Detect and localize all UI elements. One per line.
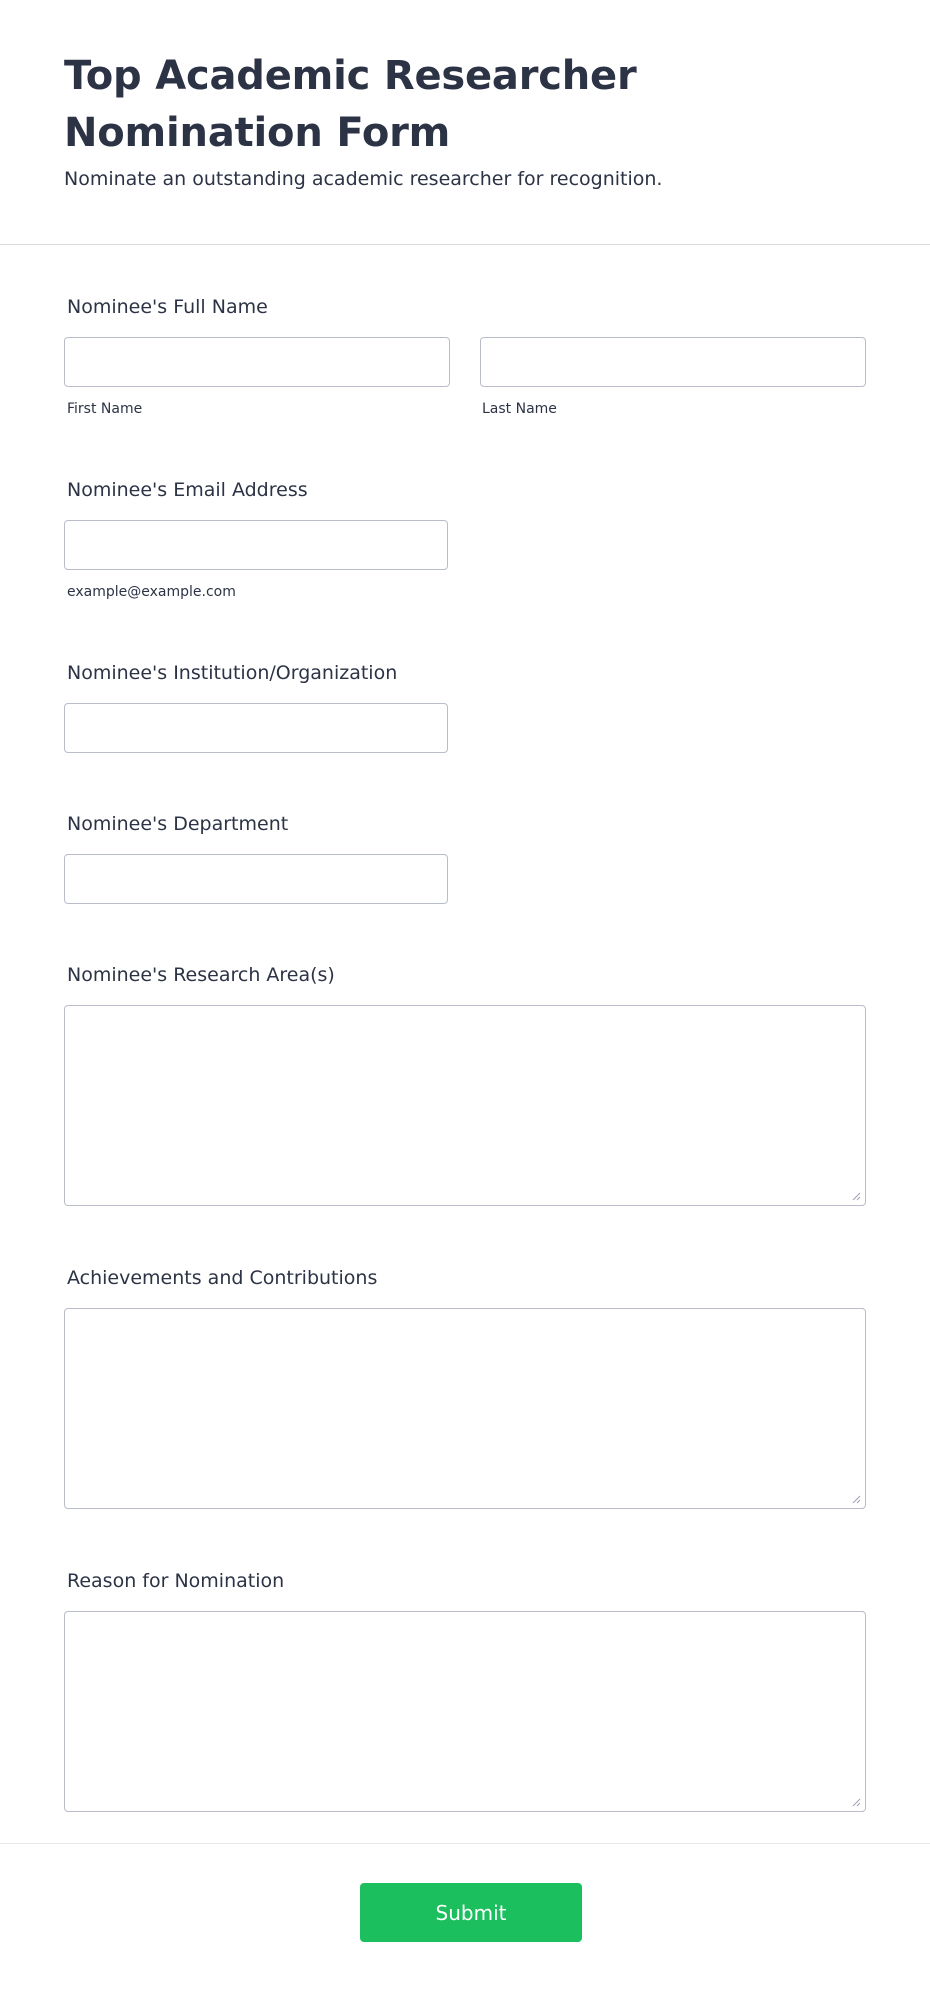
research-areas-textarea[interactable] <box>64 1005 866 1206</box>
email-label: Nominee's Email Address <box>67 479 308 501</box>
form-footer <box>0 1843 930 1990</box>
form-title: Top Academic Researcher Nomination Form <box>64 53 637 156</box>
reason-label: Reason for Nomination <box>67 1570 285 1592</box>
achievements-textarea[interactable] <box>64 1308 866 1509</box>
submit-button[interactable]: Submit <box>360 1883 582 1942</box>
form-header <box>0 0 930 245</box>
institution-label: Nominee's Institution/Organization <box>67 662 398 684</box>
reason-textarea[interactable] <box>64 1611 866 1812</box>
resize-grip-icon[interactable] <box>851 1797 861 1807</box>
research-areas-label: Nominee's Research Area(s) <box>67 964 335 986</box>
first-name-input[interactable] <box>64 337 450 387</box>
resize-grip-icon[interactable] <box>851 1191 861 1201</box>
resize-grip-icon[interactable] <box>851 1494 861 1504</box>
department-input[interactable] <box>64 854 448 904</box>
last-name-input[interactable] <box>480 337 866 387</box>
form-subtitle: Nominate an outstanding academic researcher for recognition. <box>64 168 663 190</box>
first-name-sublabel: First Name <box>67 401 143 417</box>
department-label: Nominee's Department <box>67 813 289 835</box>
achievements-label: Achievements and Contributions <box>67 1267 378 1289</box>
email-sublabel: example@example.com <box>67 584 236 600</box>
full-name-label: Nominee's Full Name <box>67 296 268 318</box>
institution-input[interactable] <box>64 703 448 753</box>
email-input[interactable] <box>64 520 448 570</box>
last-name-sublabel: Last Name <box>482 401 557 417</box>
